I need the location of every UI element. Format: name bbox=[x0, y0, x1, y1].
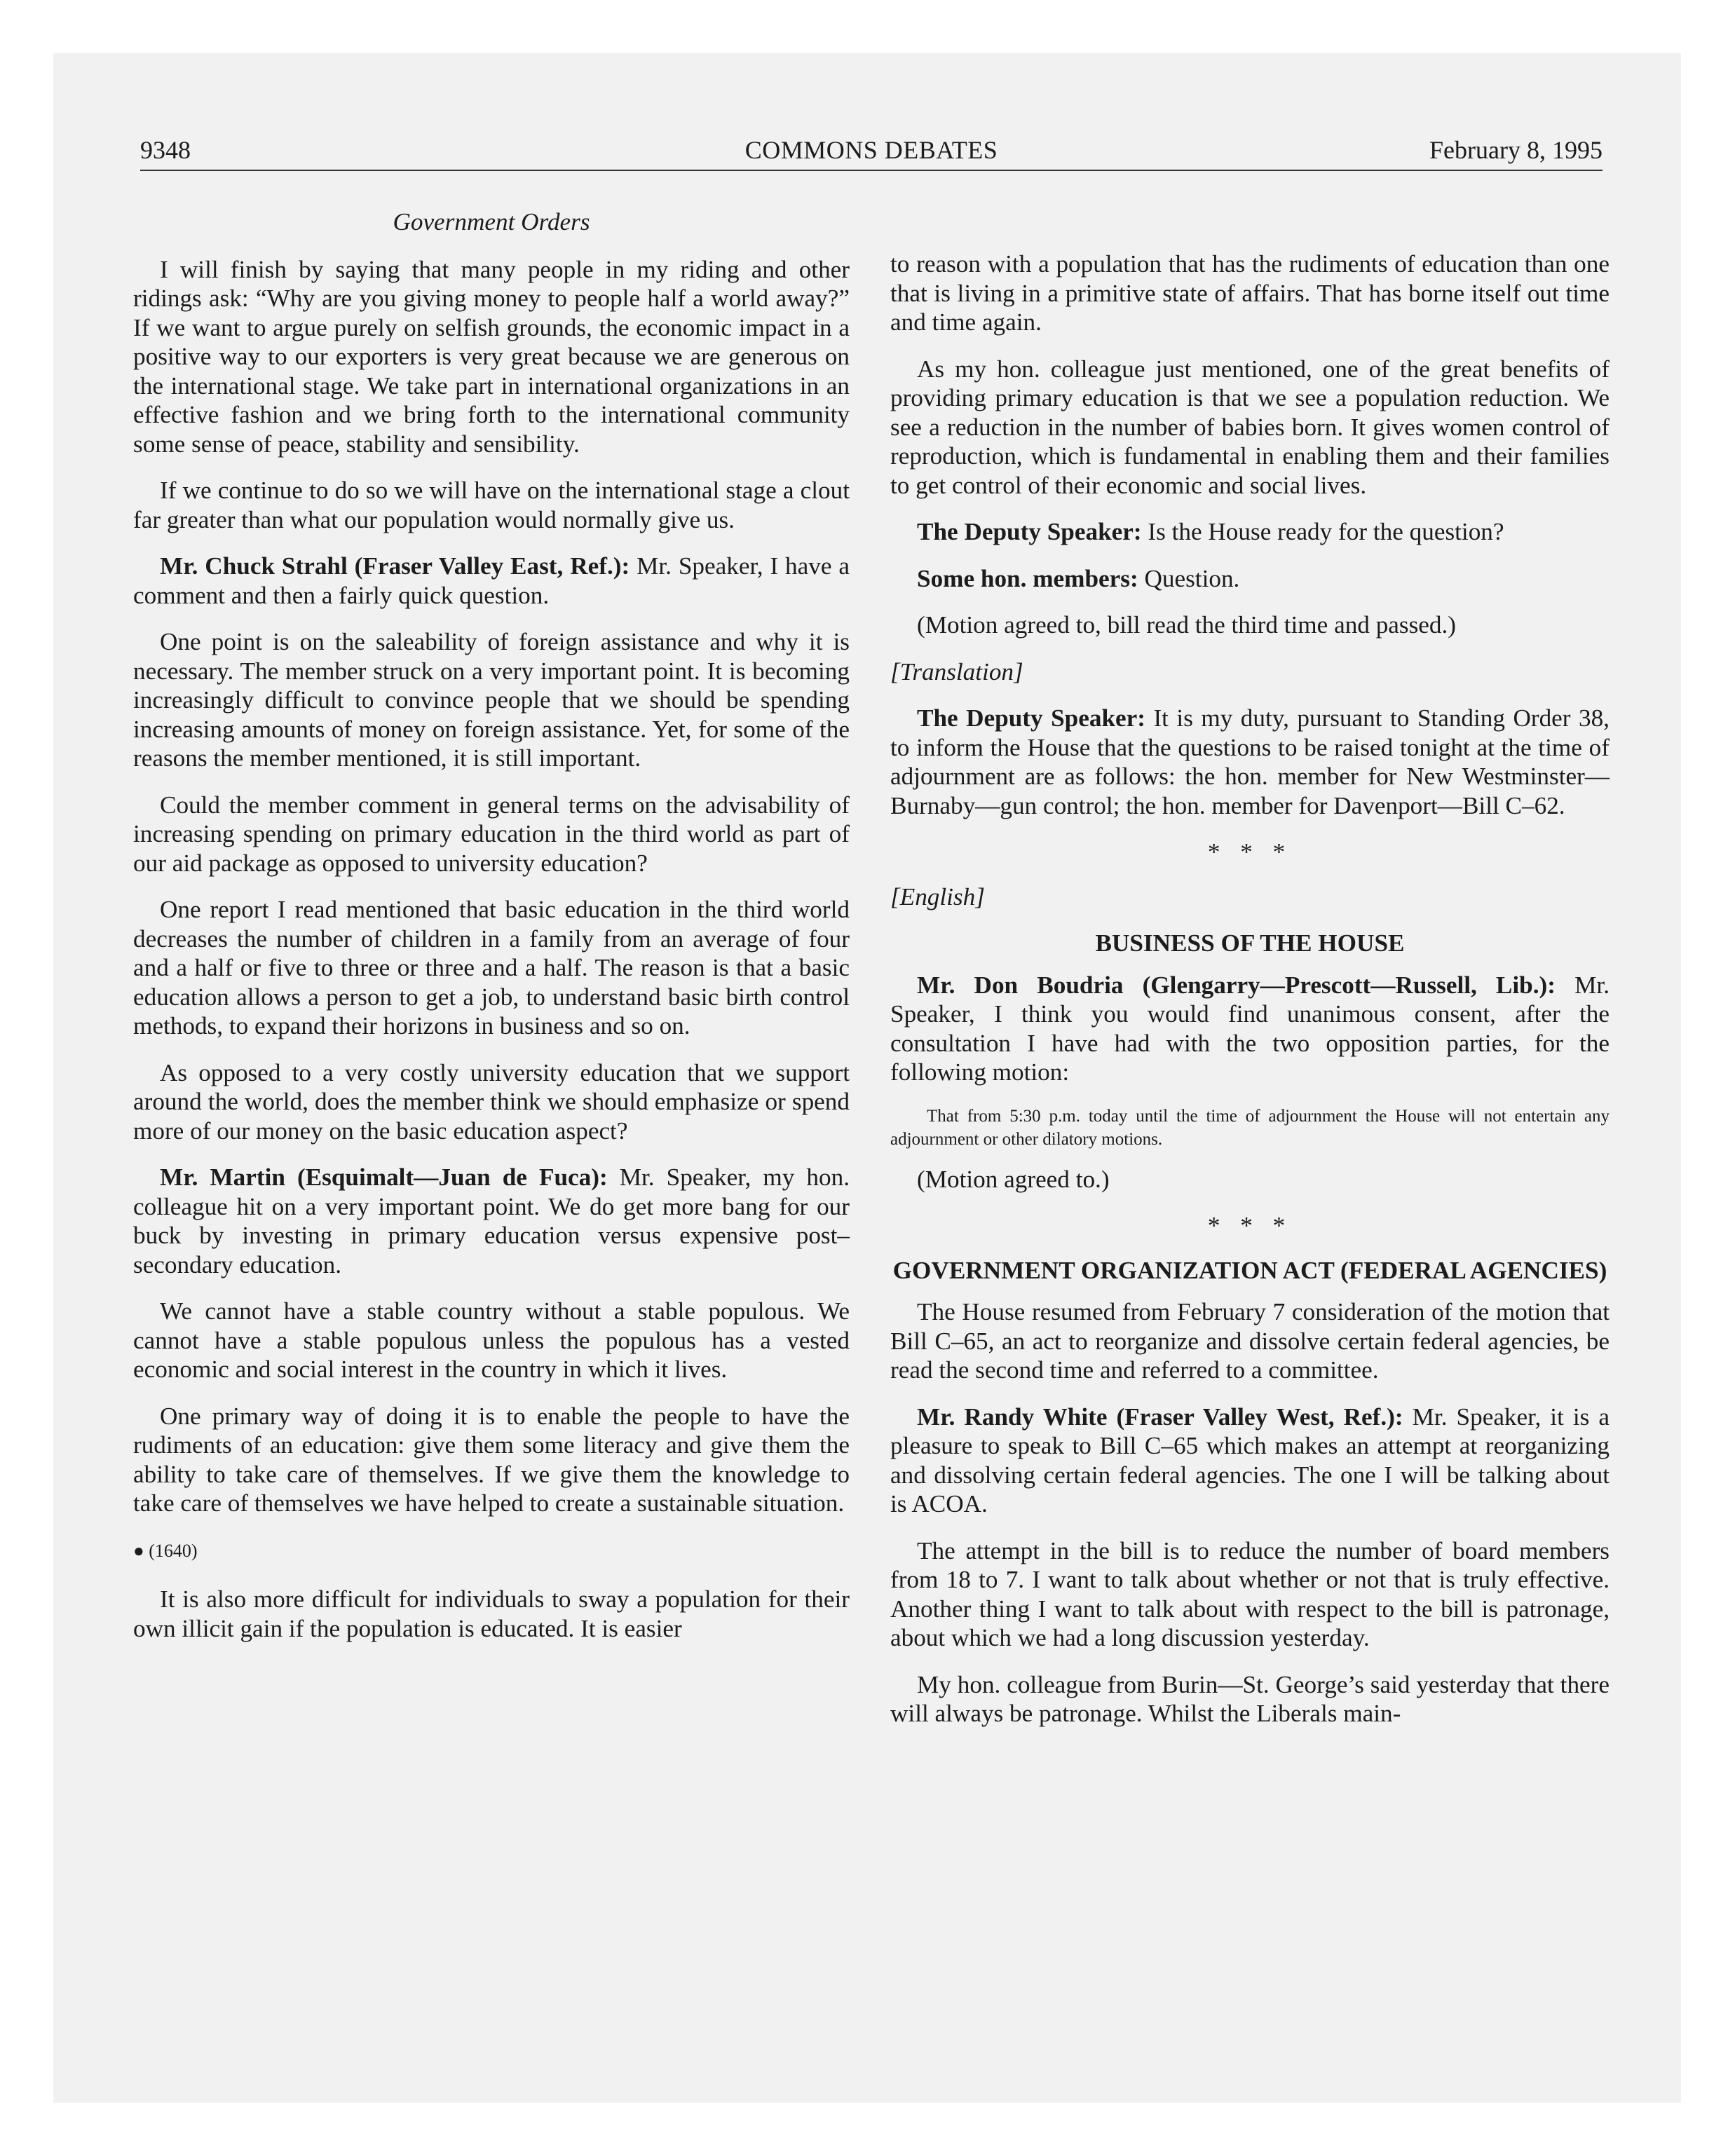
paragraph: (Motion agreed to.) bbox=[917, 1165, 1110, 1193]
speaker-name: Some hon. members: bbox=[917, 564, 1138, 592]
paragraph: to reason with a population that has the rudiments of education than one that is living in a primitive state of affairs. That has borne itself out time and time again. bbox=[890, 250, 1610, 336]
section-heading: BUSINESS OF THE HOUSE bbox=[1095, 929, 1405, 957]
speech-text: Mr. Speaker, it is a pleasure to speak to Bill C–65 which makes an attempt at reorganizing and dissolving certain federal agencies. The one I will be talking about is ACOA. bbox=[890, 1403, 1610, 1517]
publication-title: COMMONS DEBATES bbox=[744, 136, 998, 164]
motion-text: That from 5:30 p.m. today until the time of adjournment the House will not entertain any adjournment or other dilatory motions. bbox=[890, 1106, 1610, 1149]
speech-text: Mr. Speaker, my hon. colleague hit on a very important point. We do get more bang for our buck by investing in primary education versus expensive post–secondary education. bbox=[133, 1164, 850, 1278]
speaker-name: Mr. Martin (Esquimalt—Juan de Fuca): bbox=[160, 1164, 608, 1191]
speaker-name: The Deputy Speaker: bbox=[917, 704, 1145, 732]
paragraph: As opposed to a very costly university education that we support around the world, does the member think we should emphasize or spend more of our money on the basic education aspect? bbox=[133, 1058, 850, 1145]
speech-paragraph bbox=[890, 704, 1610, 820]
section-divider: * * * bbox=[1207, 1212, 1293, 1239]
left-column bbox=[133, 208, 850, 1660]
paragraph: I will finish by saying that many people in my riding and other ridings ask: “Why are you giving money to people half a world away?” If we want to argue purely on selfish grounds, the economic impact in a positive way to our exporters is very great because we are generous on the international stage. We take part in international organizations in an effective fashion and we bring forth to the international community some sense of peace, stability and sensibility. bbox=[133, 255, 850, 458]
speaker-name: The Deputy Speaker: bbox=[917, 518, 1142, 545]
section-label: Government Orders bbox=[393, 208, 590, 236]
language-label: [English] bbox=[890, 882, 985, 910]
speech-text: It is my duty, pursuant to Standing Order 38, to inform the House that the questions to be raised tonight at the time of adjournment are as follows: the hon. member for New Westminster—Burnaby—gun control; the hon. member for Davenport—Bill C–62. bbox=[890, 704, 1610, 819]
page-header bbox=[140, 130, 1603, 171]
speech-text: Question. bbox=[1138, 564, 1240, 592]
speaker-name: Mr. Chuck Strahl (Fraser Valley East, Ref.): bbox=[160, 552, 630, 580]
section-divider: * * * bbox=[1207, 838, 1293, 866]
paragraph: Could the member comment in general terms on the advisability of increasing spending on primary education in the third world as part of our aid package as opposed to university education? bbox=[133, 791, 850, 877]
paragraph: (Motion agreed to, bill read the third time and passed.) bbox=[917, 611, 1457, 639]
paragraph: One point is on the saleability of foreign assistance and why it is necessary. The member struck on a very important point. It is becoming increasingly difficult to convince people that we should be spending increasing amounts of money on foreign assistance. Yet, for some of the reasons the member mentioned, it is still important. bbox=[133, 628, 850, 772]
speech-text: Mr. Speaker, I have a comment and then a fairly quick question. bbox=[133, 552, 850, 609]
speech-text: Is the House ready for the question? bbox=[1141, 518, 1504, 545]
paragraph: If we continue to do so we will have on the international stage a clout far greater than what our population would normally give us. bbox=[133, 477, 850, 533]
publication-date: February 8, 1995 bbox=[1429, 136, 1603, 164]
right-column bbox=[890, 250, 1610, 1746]
speech-paragraph bbox=[890, 517, 1610, 547]
paragraph: It is also more difficult for individuals to sway a population for their own illicit gain if the population is educated. It is easier bbox=[133, 1585, 850, 1642]
time-marker: ● (1640) bbox=[133, 1540, 198, 1561]
section-heading: GOVERNMENT ORGANIZATION ACT (FEDERAL AGENCIES) bbox=[892, 1256, 1607, 1284]
paragraph: The House resumed from February 7 consideration of the motion that Bill C–65, an act to reorganize and dissolve certain federal agencies, be read the second time and referred to a committee. bbox=[890, 1298, 1610, 1384]
paragraph: We cannot have a stable country without a stable populous. We cannot have a stable populous unless the populous has a vested economic and social interest in the country in which it lives. bbox=[133, 1297, 850, 1383]
page-number: 9348 bbox=[140, 136, 191, 164]
speaker-name: Mr. Don Boudria (Glengarry—Prescott—Russell, Lib.): bbox=[917, 971, 1556, 999]
speech-paragraph bbox=[890, 564, 1610, 594]
speaker-name: Mr. Randy White (Fraser Valley West, Ref.): bbox=[917, 1403, 1403, 1431]
paragraph: One report I read mentioned that basic education in the third world decreases the number of children in a family from an average of four and a half or five to three or three and a half. The reason is that a basic education allows a person to get a job, to understand basic birth control methods, to expand their horizons in business and so on. bbox=[133, 896, 850, 1039]
paragraph: The attempt in the bill is to reduce the number of board members from 18 to 7. I want to talk about whether or not that is truly effective. Another thing I want to talk about with respect to the bill is patronage, about which we had a long discussion yesterday. bbox=[890, 1536, 1610, 1651]
speech-text: Mr. Speaker, I think you would find unanimous consent, after the consultation I have had with the two opposition parties, for the following motion: bbox=[890, 971, 1610, 1086]
speech-paragraph bbox=[890, 1403, 1610, 1519]
speech-paragraph bbox=[133, 1163, 850, 1279]
translation-label: [Translation] bbox=[890, 657, 1023, 685]
paragraph: One primary way of doing it is to enable the people to have the rudiments of an education: give them some literacy and give them the ability to take care of themselves. If we give them the knowledge to take care of themselves we have helped to create a sustainable situation. bbox=[133, 1402, 850, 1517]
paragraph: As my hon. colleague just mentioned, one of the great benefits of providing primary education is that we see a population reduction. We see a reduction in the number of babies born. It gives women control of reproduction, which is fundamental in enabling them and their families to get control of their economic and social lives. bbox=[890, 355, 1610, 499]
paragraph: My hon. colleague from Burin—St. George’s said yesterday that there will always be patronage. Whilst the Liberals main- bbox=[890, 1670, 1610, 1727]
speech-paragraph bbox=[890, 971, 1610, 1087]
speech-paragraph bbox=[133, 552, 850, 610]
